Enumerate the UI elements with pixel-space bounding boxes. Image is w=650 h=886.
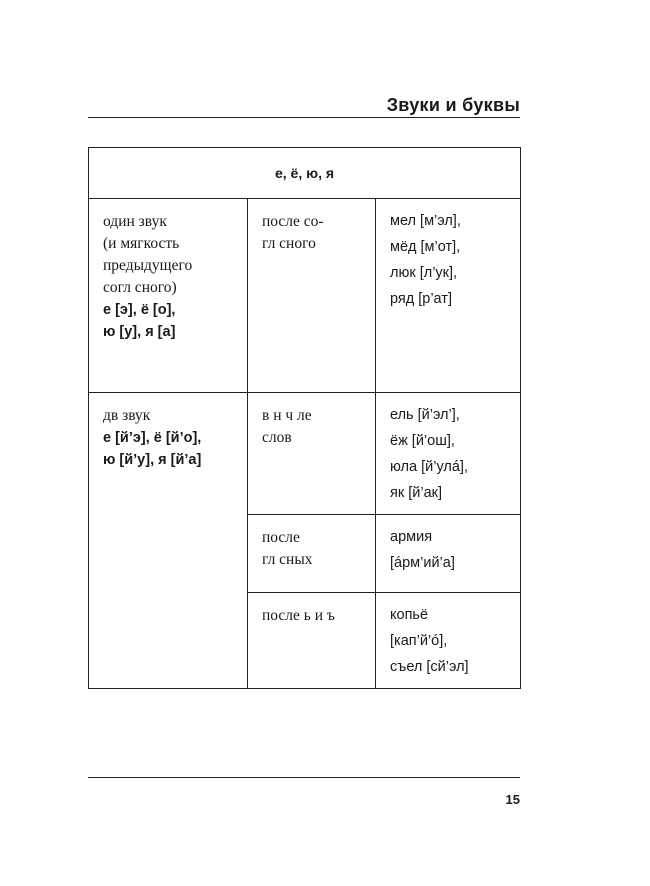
- position-line: гл сных: [262, 551, 313, 568]
- cell-examples-after-signs: [376, 593, 521, 689]
- example-line: копьё: [390, 607, 429, 623]
- category-transcription-line: е [э], ё [о],: [103, 302, 176, 318]
- table-row-two-sounds: [89, 393, 521, 515]
- category-line: дв звук: [103, 407, 151, 424]
- category-transcription-line: ю [й’у], я [й’а]: [103, 452, 202, 468]
- category-line: (и мягкость: [103, 235, 180, 252]
- position-line: после со-: [262, 213, 324, 230]
- category-line: один звук: [103, 213, 167, 230]
- footer-rule: [88, 777, 520, 778]
- example-line: ель [й’эл’],: [390, 407, 460, 423]
- position-line: после ь и ъ: [262, 607, 335, 624]
- example-line: люк [л’ук],: [390, 265, 458, 281]
- position-line: слов: [262, 429, 292, 446]
- category-line: предыдущего: [103, 257, 193, 274]
- header-rule: [88, 117, 520, 118]
- cell-position-after-consonant: [248, 199, 376, 393]
- example-line: як [й’ак]: [390, 485, 443, 501]
- example-line: [áрм’ий’а]: [390, 555, 455, 571]
- category-transcription-line: ю [у], я [а]: [103, 324, 176, 340]
- table-row-one-sound: [89, 199, 521, 393]
- cell-position-word-start: [248, 393, 376, 515]
- example-line: мёд [м’от],: [390, 239, 461, 255]
- cell-position-after-vowels: [248, 515, 376, 593]
- example-line: юла [й’улá],: [390, 459, 468, 475]
- position-line: гл сного: [262, 235, 316, 252]
- sounds-letters-table: [88, 147, 521, 689]
- cell-category-two-sounds: [89, 393, 248, 689]
- example-line: ряд [р’ат]: [390, 291, 452, 307]
- example-line: съел [сй’эл]: [390, 659, 469, 675]
- cell-examples-after-consonant: [376, 199, 521, 393]
- cell-category-one-sound: [89, 199, 248, 393]
- position-line: в н ч ле: [262, 407, 312, 424]
- example-line: [кап’й’ó],: [390, 633, 448, 649]
- example-line: мел [м’эл],: [390, 213, 461, 229]
- category-transcription-line: е [й’э], ё [й’о],: [103, 430, 202, 446]
- example-line: ёж [й’ош],: [390, 433, 455, 449]
- example-line: армия: [390, 529, 433, 545]
- running-header-title: Звуки и буквы: [386, 95, 520, 115]
- cell-position-after-signs: [248, 593, 376, 689]
- page-number: 15: [505, 792, 520, 807]
- table-top-header: е, ё, ю, я: [89, 148, 521, 199]
- cell-examples-after-vowels: [376, 515, 521, 593]
- cell-examples-word-start: [376, 393, 521, 515]
- category-line: согл сного): [103, 279, 177, 296]
- position-line: после: [262, 529, 300, 546]
